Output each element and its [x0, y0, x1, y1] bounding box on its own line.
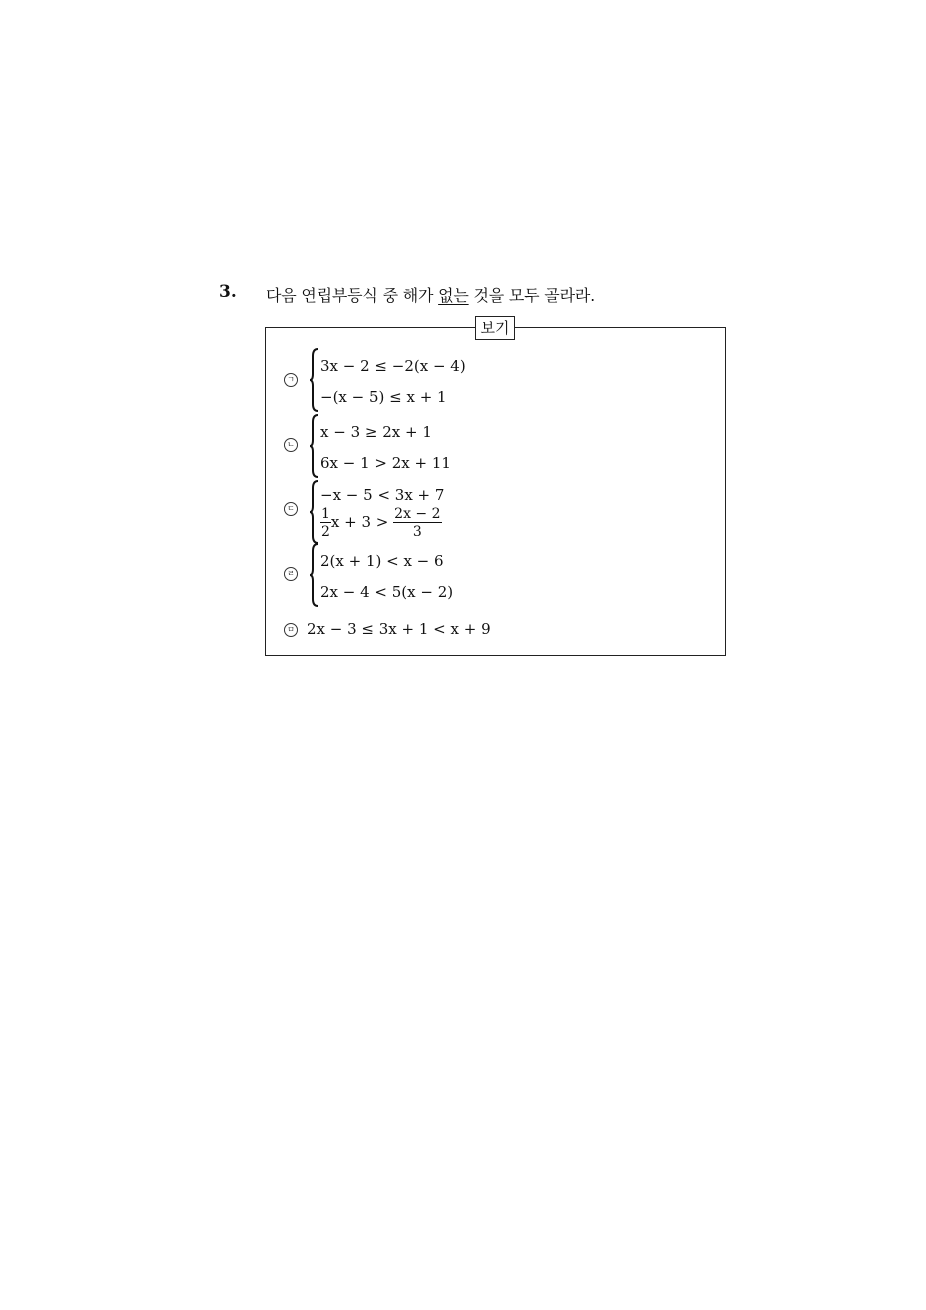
fraction-one-half	[320, 507, 331, 539]
item-marker-4: ㄹ	[284, 567, 298, 581]
item-marker-3: ㄷ	[284, 502, 298, 516]
item-1-line-2: −(x − 5) ≤ x + 1	[320, 388, 447, 406]
item-marker-1: ㄱ	[284, 373, 298, 387]
question-text	[266, 283, 595, 306]
item-marker-5: ㅁ	[284, 623, 298, 637]
fraction-right	[393, 507, 441, 539]
fraction-right-denominator: 3	[412, 524, 422, 540]
brace-icon-2	[309, 414, 319, 478]
fraction-one-half-numerator: 1	[321, 506, 330, 522]
item-2-line-2: 6x − 1 > 2x + 11	[320, 454, 451, 472]
item-4-line-2: 2x − 4 < 5(x − 2)	[320, 583, 454, 601]
fraction-one-half-denominator: 2	[321, 524, 330, 540]
question-text-before: 다음 연립부등식 중 해가	[266, 286, 439, 305]
fraction-line-middle: x + 3 >	[330, 513, 389, 531]
question-text-underlined: 없는	[438, 286, 469, 305]
item-3-line-2	[320, 507, 442, 539]
item-2-line-1: x − 3 ≥ 2x + 1	[320, 423, 432, 441]
item-4-line-1: 2(x + 1) < x − 6	[320, 552, 444, 570]
item-3-line-1: −x − 5 < 3x + 7	[320, 486, 445, 504]
item-marker-2: ㄴ	[284, 438, 298, 452]
item-5-line-1: 2x − 3 ≤ 3x + 1 < x + 9	[307, 620, 491, 638]
brace-icon-4	[309, 543, 319, 607]
fraction-right-numerator: 2x − 2	[394, 506, 441, 522]
example-box-label: 보기	[475, 316, 515, 340]
brace-icon-3	[309, 480, 319, 544]
question-text-after: 것을 모두 골라라.	[468, 286, 595, 305]
brace-icon-1	[309, 348, 319, 412]
item-1-line-1: 3x − 2 ≤ −2(x − 4)	[320, 357, 466, 375]
question-number: 3.	[219, 282, 237, 302]
